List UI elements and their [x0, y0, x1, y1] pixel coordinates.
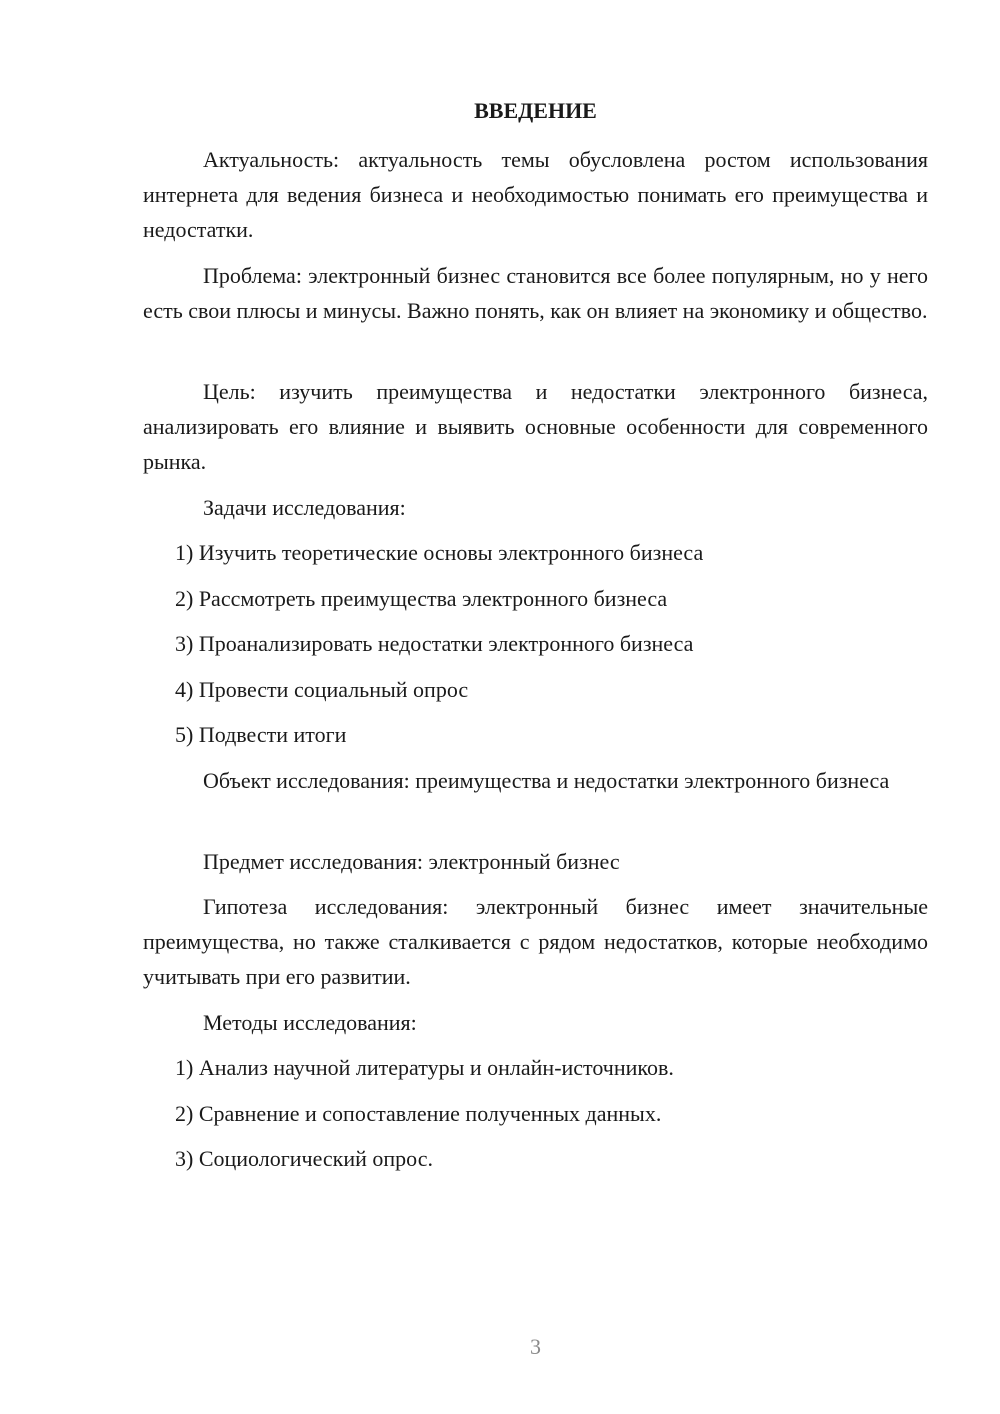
method-item-3: 3) Социологический опрос.	[175, 1146, 433, 1171]
method-item-1: 1) Анализ научной литературы и онлайн-источников.	[175, 1055, 674, 1080]
problem-paragraph: Проблема: электронный бизнес становится все более популярным, но у него есть свои плюсы и минусы. Важно понять, как он влияет на экономику и общество.	[143, 263, 928, 323]
object-paragraph: Объект исследования: преимущества и недостатки электронного бизнеса	[203, 768, 890, 793]
task-item-1: 1) Изучить теоретические основы электронного бизнеса	[175, 540, 704, 565]
tasks-heading: Задачи исследования:	[203, 495, 406, 520]
page-number: 3	[530, 1334, 541, 1359]
relevance-paragraph: Актуальность: актуальность темы обусловлена ростом использования интернета для ведения бизнеса и необходимостью понимать его преимущества и недостатки.	[143, 147, 928, 242]
hypothesis-paragraph: Гипотеза исследования: электронный бизнес имеет значительные преимущества, но также сталкивается с рядом недостатков, которые необходимо учитывать при его развитии.	[143, 894, 928, 989]
page-title: ВВЕДЕНИЕ	[474, 98, 597, 123]
method-item-2: 2) Сравнение и сопоставление полученных данных.	[175, 1101, 662, 1126]
task-item-2: 2) Рассмотреть преимущества электронного бизнеса	[175, 586, 668, 611]
subject-paragraph: Предмет исследования: электронный бизнес	[203, 849, 620, 874]
task-item-3: 3) Проанализировать недостатки электронного бизнеса	[175, 631, 694, 656]
goal-paragraph: Цель: изучить преимущества и недостатки электронного бизнеса, анализировать его влияние и выявить основные особенности для современного рынка.	[143, 379, 928, 474]
task-item-4: 4) Провести социальный опрос	[175, 677, 469, 702]
methods-heading: Методы исследования:	[203, 1010, 417, 1035]
document-page	[143, 0, 928, 1414]
task-item-5: 5) Подвести итоги	[175, 722, 347, 747]
